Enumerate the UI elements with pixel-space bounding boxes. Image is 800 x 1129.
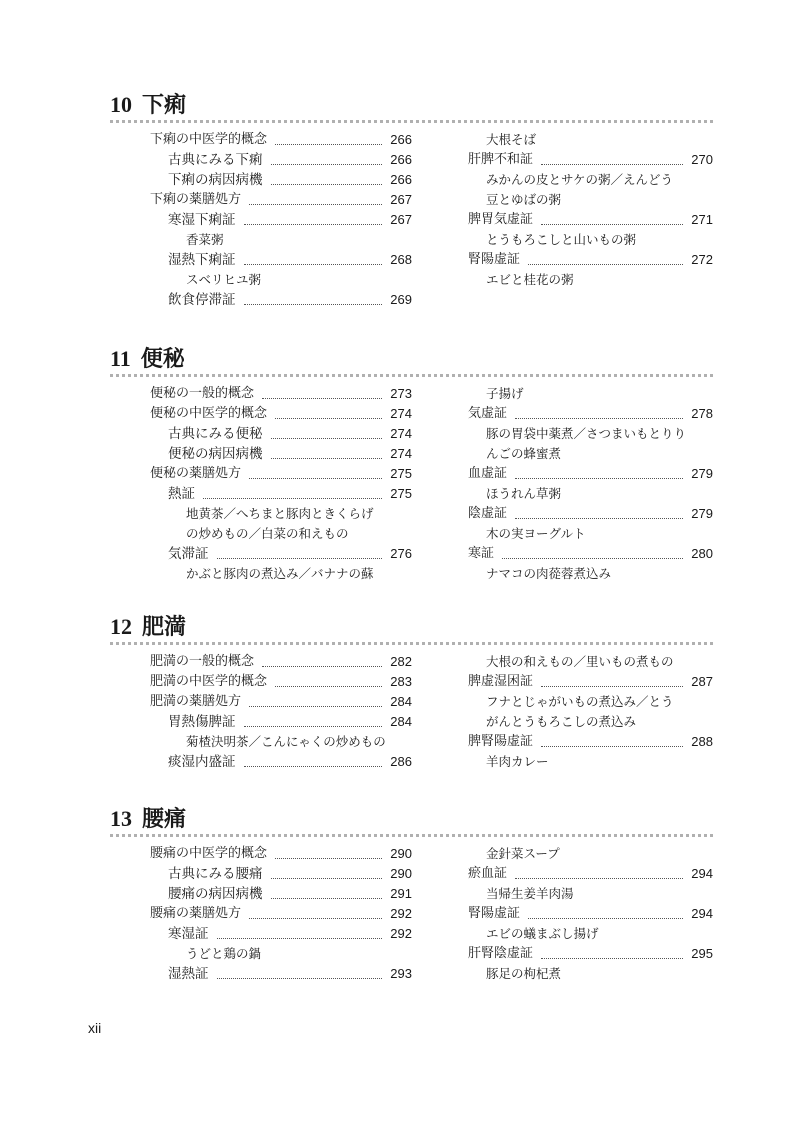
dot-leader xyxy=(528,264,683,265)
toc-entry-page: 276 xyxy=(390,546,412,561)
toc-entry[interactable] xyxy=(468,544,713,564)
toc-entry-label: 便秘の中医学的概念 xyxy=(150,406,268,421)
recipe-line: の炒めもの／白菜の和えもの xyxy=(186,526,349,541)
toc-entry-label: 気虚証 xyxy=(468,406,508,421)
recipe-line: ナマコの肉蓯蓉煮込み xyxy=(486,566,612,581)
toc-entry-page: 295 xyxy=(691,946,713,961)
toc-entry-label: 肥満の一般的概念 xyxy=(150,654,255,669)
toc-entry-label: 痰湿内盛証 xyxy=(168,754,236,770)
toc-entry[interactable] xyxy=(150,484,412,504)
toc-entry-page: 291 xyxy=(390,886,412,901)
dot-leader xyxy=(244,304,383,305)
toc-entry-page: 293 xyxy=(390,966,412,981)
toc-entry[interactable] xyxy=(150,544,412,564)
toc-entry-page: 272 xyxy=(691,252,713,267)
toc-entry[interactable] xyxy=(150,924,412,944)
toc-entry-label: 便秘の一般的概念 xyxy=(150,386,255,401)
section-title: 腰痛 xyxy=(142,806,187,832)
dot-leader xyxy=(271,878,383,879)
toc-entry-page: 292 xyxy=(390,906,412,921)
toc-entry-page: 279 xyxy=(691,506,713,521)
toc-entry-label: 寒湿下痢証 xyxy=(168,212,236,228)
toc-entry-page: 282 xyxy=(390,654,412,669)
toc-entry-page: 286 xyxy=(390,754,412,769)
toc-entry[interactable] xyxy=(468,672,713,692)
toc-column-left xyxy=(150,130,412,310)
toc-entry[interactable] xyxy=(150,652,412,672)
toc-entry-label: 血虚証 xyxy=(468,466,508,481)
toc-entry-page: 290 xyxy=(390,866,412,881)
toc-entry[interactable] xyxy=(150,130,412,150)
recipe-line: んごの蜂蜜煮 xyxy=(486,446,562,461)
dot-leader xyxy=(217,978,383,979)
toc-entry[interactable] xyxy=(468,944,713,964)
dot-leader xyxy=(275,144,382,145)
toc-entry-label: 肥満の薬膳処方 xyxy=(150,694,242,709)
toc-entry-page: 288 xyxy=(691,734,713,749)
toc-entry-label: 肝脾不和証 xyxy=(468,152,534,167)
toc-entry[interactable] xyxy=(150,290,412,310)
recipe-line: うどと鶏の鍋 xyxy=(186,946,262,961)
recipe-line: 金針菜スープ xyxy=(486,846,560,861)
page-number: xii xyxy=(88,1020,102,1036)
dot-leader xyxy=(271,458,383,459)
toc-entry[interactable] xyxy=(150,150,412,170)
dot-leader xyxy=(275,686,382,687)
section-heading xyxy=(110,802,186,833)
dot-leader xyxy=(244,726,383,727)
toc-entry-label: 下痢の病因病機 xyxy=(168,172,263,188)
dot-leader xyxy=(217,558,383,559)
recipe-line: フナとじゃがいもの煮込み／とう xyxy=(486,694,674,709)
recipe-line: 木の実ヨーグルト xyxy=(486,526,586,541)
dot-leader xyxy=(515,878,683,879)
toc-entry[interactable] xyxy=(468,864,713,884)
toc-entry[interactable] xyxy=(150,210,412,230)
section-number: 13 xyxy=(110,806,132,831)
toc-entry-label: 湿熱下痢証 xyxy=(168,252,236,268)
toc-entry-page: 290 xyxy=(390,846,412,861)
toc-entry[interactable] xyxy=(468,904,713,924)
toc-entry[interactable] xyxy=(150,190,412,210)
toc-column-left xyxy=(150,384,412,584)
toc-entry[interactable] xyxy=(150,752,412,772)
dotted-divider xyxy=(110,120,713,123)
dot-leader xyxy=(244,224,383,225)
recipe-line: エビと桂花の粥 xyxy=(486,272,574,287)
toc-entry-page: 274 xyxy=(390,406,412,421)
recipe-line: かぶと豚肉の煮込み／バナナの蘇 xyxy=(186,566,374,581)
toc-entry-label: 下痢の中医学的概念 xyxy=(150,132,268,147)
section-title: 下痢 xyxy=(142,92,187,118)
toc-column-left xyxy=(150,652,412,772)
toc-entry-label: 便秘の薬膳処方 xyxy=(150,466,242,481)
dotted-divider xyxy=(110,834,713,837)
toc-entry-page: 266 xyxy=(390,152,412,167)
dotted-divider xyxy=(110,374,713,377)
toc-entry-label: 古典にみる腰痛 xyxy=(168,866,263,882)
toc-entry-page: 270 xyxy=(691,152,713,167)
toc-entry-label: 瘀血証 xyxy=(468,866,508,881)
toc-entry[interactable] xyxy=(150,170,412,190)
toc-entry-label: 下痢の薬膳処方 xyxy=(150,192,242,207)
section-heading xyxy=(110,342,185,373)
recipe-line: 地黄茶／へちまと豚肉ときくらげ xyxy=(186,506,374,521)
toc-entry-label: 寒証 xyxy=(468,546,495,561)
toc-entry-label: 腎陽虚証 xyxy=(468,252,521,267)
toc-entry[interactable] xyxy=(150,384,412,404)
toc-entry-label: 陰虚証 xyxy=(468,506,508,521)
dot-leader xyxy=(271,438,383,439)
dot-leader xyxy=(271,898,383,899)
toc-entry-label: 脾胃気虚証 xyxy=(468,212,534,227)
toc-entry-page: 294 xyxy=(691,866,713,881)
toc-entry[interactable] xyxy=(150,904,412,924)
toc-entry-page: 269 xyxy=(390,292,412,307)
toc-entry-page: 266 xyxy=(390,172,412,187)
recipe-line: 豚足の枸杞煮 xyxy=(486,966,562,981)
toc-entry-page: 267 xyxy=(390,212,412,227)
toc-entry[interactable] xyxy=(468,404,713,424)
dot-leader xyxy=(515,478,683,479)
toc-entry[interactable] xyxy=(150,444,412,464)
dot-leader xyxy=(262,398,382,399)
dot-leader xyxy=(262,666,382,667)
recipe-line: 大根そば xyxy=(486,132,537,147)
section-number: 12 xyxy=(110,614,132,639)
toc-entry[interactable] xyxy=(468,464,713,484)
recipe-line: エビの蟻まぶし揚げ xyxy=(486,926,599,941)
toc-entry-page: 274 xyxy=(390,426,412,441)
recipe-line: 子揚げ xyxy=(486,386,524,401)
toc-entry[interactable] xyxy=(150,464,412,484)
dot-leader xyxy=(249,706,382,707)
toc-entry[interactable] xyxy=(150,404,412,424)
section-number: 11 xyxy=(110,346,131,371)
toc-entry-page: 284 xyxy=(390,714,412,729)
toc-entry-label: 肥満の中医学的概念 xyxy=(150,674,268,689)
toc-entry-page: 271 xyxy=(691,212,713,227)
recipe-line: 豚の胃袋中薬煮／さつまいもとりり xyxy=(486,426,687,441)
toc-column-right xyxy=(468,384,713,584)
recipe-line: 大根の和えもの／里いもの煮もの xyxy=(486,654,674,669)
toc-entry-page: 294 xyxy=(691,906,713,921)
toc-entry[interactable] xyxy=(468,210,713,230)
toc-entry-page: 284 xyxy=(390,694,412,709)
dot-leader xyxy=(249,204,382,205)
toc-entry-page: 274 xyxy=(390,446,412,461)
dot-leader xyxy=(541,746,683,747)
dot-leader xyxy=(271,164,383,165)
toc-entry[interactable] xyxy=(150,844,412,864)
toc-entry-page: 278 xyxy=(691,406,713,421)
toc-entry-label: 便秘の病因病機 xyxy=(168,446,263,462)
toc-entry-label: 湿熱証 xyxy=(168,966,209,982)
toc-entry-page: 283 xyxy=(390,674,412,689)
recipe-line: ほうれん草粥 xyxy=(486,486,562,501)
toc-entry-label: 古典にみる便秘 xyxy=(168,426,263,442)
toc-entry-page: 275 xyxy=(390,466,412,481)
toc-entry-label: 脾虚湿困証 xyxy=(468,674,534,689)
section-heading xyxy=(110,610,186,641)
toc-entry[interactable] xyxy=(150,864,412,884)
toc-entry[interactable] xyxy=(150,672,412,692)
toc-entry-label: 腰痛の中医学的概念 xyxy=(150,846,268,861)
toc-entry-page: 273 xyxy=(390,386,412,401)
recipe-line: スベリヒユ粥 xyxy=(186,272,262,287)
toc-entry-label: 腰痛の薬膳処方 xyxy=(150,906,242,921)
section-number: 10 xyxy=(110,92,132,117)
toc-entry-page: 268 xyxy=(390,252,412,267)
toc-column-right xyxy=(468,844,713,984)
toc-entry-page: 292 xyxy=(390,926,412,941)
toc-entry-label: 気滞証 xyxy=(168,546,209,562)
toc-entry[interactable] xyxy=(150,250,412,270)
dot-leader xyxy=(541,958,683,959)
toc-entry[interactable] xyxy=(150,424,412,444)
toc-entry[interactable] xyxy=(150,692,412,712)
recipe-line: 羊肉カレー xyxy=(486,754,549,769)
toc-entry-label: 飲食停滞証 xyxy=(168,292,236,308)
toc-entry[interactable] xyxy=(468,150,713,170)
toc-entry[interactable] xyxy=(468,732,713,752)
dot-leader xyxy=(541,686,683,687)
dot-leader xyxy=(244,766,383,767)
dot-leader xyxy=(244,264,383,265)
toc-entry-page: 267 xyxy=(390,192,412,207)
toc-entry-page: 266 xyxy=(390,132,412,147)
recipe-line: 香菜粥 xyxy=(186,232,224,247)
toc-entry-label: 熱証 xyxy=(168,486,195,502)
dot-leader xyxy=(275,858,382,859)
toc-entry[interactable] xyxy=(150,884,412,904)
dot-leader xyxy=(541,164,683,165)
toc-entry[interactable] xyxy=(468,504,713,524)
toc-entry[interactable] xyxy=(150,964,412,984)
dot-leader xyxy=(275,418,382,419)
toc-entry-label: 寒湿証 xyxy=(168,926,209,942)
toc-entry[interactable] xyxy=(468,250,713,270)
toc-entry-label: 腎陽虚証 xyxy=(468,906,521,921)
dotted-divider xyxy=(110,642,713,645)
toc-column-right xyxy=(468,652,713,772)
toc-entry-label: 脾腎陽虚証 xyxy=(468,734,534,749)
recipe-line: 菊楂決明茶／こんにゃくの炒めもの xyxy=(186,734,386,749)
dot-leader xyxy=(203,498,382,499)
toc-entry-page: 287 xyxy=(691,674,713,689)
toc-column-left xyxy=(150,844,412,984)
recipe-line: がんとうもろこしの煮込み xyxy=(486,714,637,729)
dot-leader xyxy=(271,184,383,185)
toc-column-right xyxy=(468,130,713,290)
toc-entry-page: 279 xyxy=(691,466,713,481)
section-title: 肥満 xyxy=(142,614,187,640)
dot-leader xyxy=(217,938,383,939)
dot-leader xyxy=(528,918,683,919)
dot-leader xyxy=(541,224,683,225)
recipe-line: とうもろこしと山いもの粥 xyxy=(486,232,637,247)
dot-leader xyxy=(515,418,683,419)
toc-entry-page: 275 xyxy=(390,486,412,501)
toc-entry-label: 胃熱傷脾証 xyxy=(168,714,236,730)
recipe-line: 当帰生姜羊肉湯 xyxy=(486,886,574,901)
toc-entry-label: 腰痛の病因病機 xyxy=(168,886,263,902)
section-heading xyxy=(110,88,186,119)
recipe-line: みかんの皮とサケの粥／えんどう xyxy=(486,172,674,187)
toc-entry-label: 肝腎陰虚証 xyxy=(468,946,534,961)
dot-leader xyxy=(249,478,382,479)
toc-entry[interactable] xyxy=(150,712,412,732)
dot-leader xyxy=(502,558,683,559)
dot-leader xyxy=(515,518,683,519)
dot-leader xyxy=(249,918,382,919)
toc-entry-label: 古典にみる下痢 xyxy=(168,152,263,168)
toc-entry-page: 280 xyxy=(691,546,713,561)
section-title: 便秘 xyxy=(140,346,185,372)
recipe-line: 豆とゆばの粥 xyxy=(486,192,562,207)
